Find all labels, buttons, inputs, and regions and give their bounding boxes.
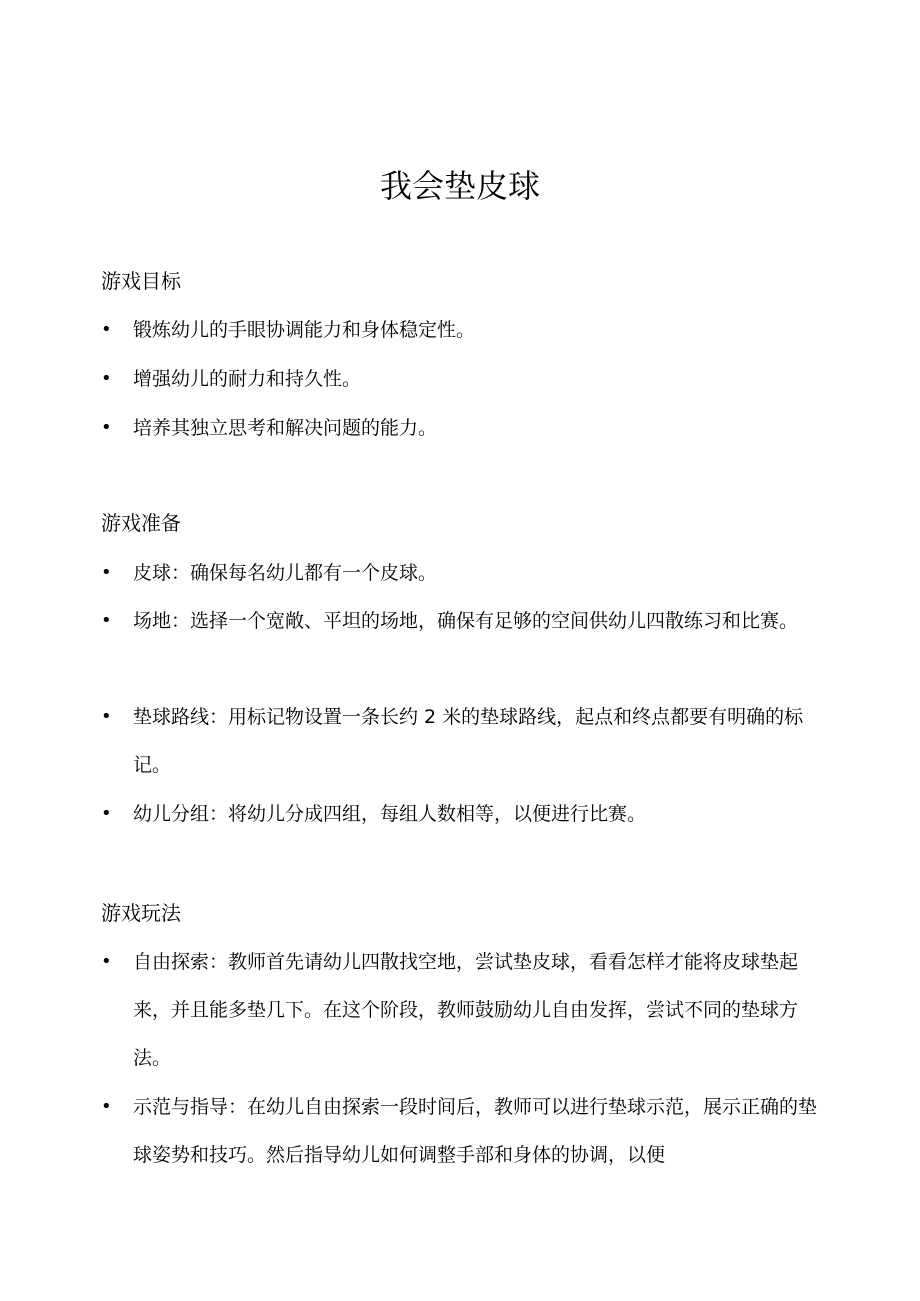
list-item-text: 示范与指导：在幼儿自由探索一段时间后，教师可以进行垫球示范，展示正确的垫球姿势和技巧。然后指导幼儿如何调整手部和身体的协调，以便 bbox=[133, 1096, 818, 1166]
list-item bbox=[101, 404, 831, 452]
list-item-text: 场地：选择一个宽敞、平坦的场地，确保有足够的空间供幼儿四散练习和比赛。 bbox=[133, 610, 799, 632]
list-item-text: 自由探索：教师首先请幼儿四散找空地，尝试垫皮球，看看怎样才能将皮球垫起来，并且能多垫几下。在这个阶段，教师鼓励幼儿自由发挥，尝试不同的垫球方法。 bbox=[133, 951, 799, 1069]
list-item-text: 锻炼幼儿的手眼协调能力和身体稳定性。 bbox=[133, 319, 476, 341]
list-item bbox=[101, 549, 831, 597]
section-heading-goals: 游戏目标 bbox=[101, 269, 181, 293]
bullet-icon: • bbox=[101, 951, 112, 972]
list-item bbox=[101, 693, 831, 789]
list-item bbox=[101, 306, 831, 354]
list-item-text: 皮球：确保每名幼儿都有一个皮球。 bbox=[133, 562, 438, 584]
list-item-text: 培养其独立思考和解决问题的能力。 bbox=[133, 417, 438, 439]
bullet-icon: • bbox=[101, 706, 112, 727]
bullet-icon: • bbox=[101, 417, 112, 438]
bullet-icon: • bbox=[101, 1096, 112, 1117]
section-heading-preparation: 游戏准备 bbox=[101, 511, 181, 535]
document-title: 我会垫皮球 bbox=[379, 167, 540, 205]
list-item bbox=[101, 597, 831, 645]
bullet-icon: • bbox=[101, 610, 112, 631]
bullet-icon: • bbox=[101, 803, 112, 824]
list-item-text: 幼儿分组：将幼儿分成四组，每组人数相等，以便进行比赛。 bbox=[133, 803, 647, 825]
bullet-icon: • bbox=[101, 562, 112, 583]
list-item bbox=[101, 355, 831, 403]
bullet-icon: • bbox=[101, 319, 112, 340]
list-item bbox=[101, 790, 831, 838]
list-item-text: 垫球路线：用标记物设置一条长约 2 米的垫球路线，起点和终点都要有明确的标记。 bbox=[133, 706, 804, 776]
bullet-icon: • bbox=[101, 368, 112, 389]
list-item-text: 增强幼儿的耐力和持久性。 bbox=[133, 368, 362, 390]
list-item bbox=[101, 1083, 831, 1179]
section-heading-gameplay: 游戏玩法 bbox=[101, 901, 181, 925]
list-item bbox=[101, 938, 831, 1082]
